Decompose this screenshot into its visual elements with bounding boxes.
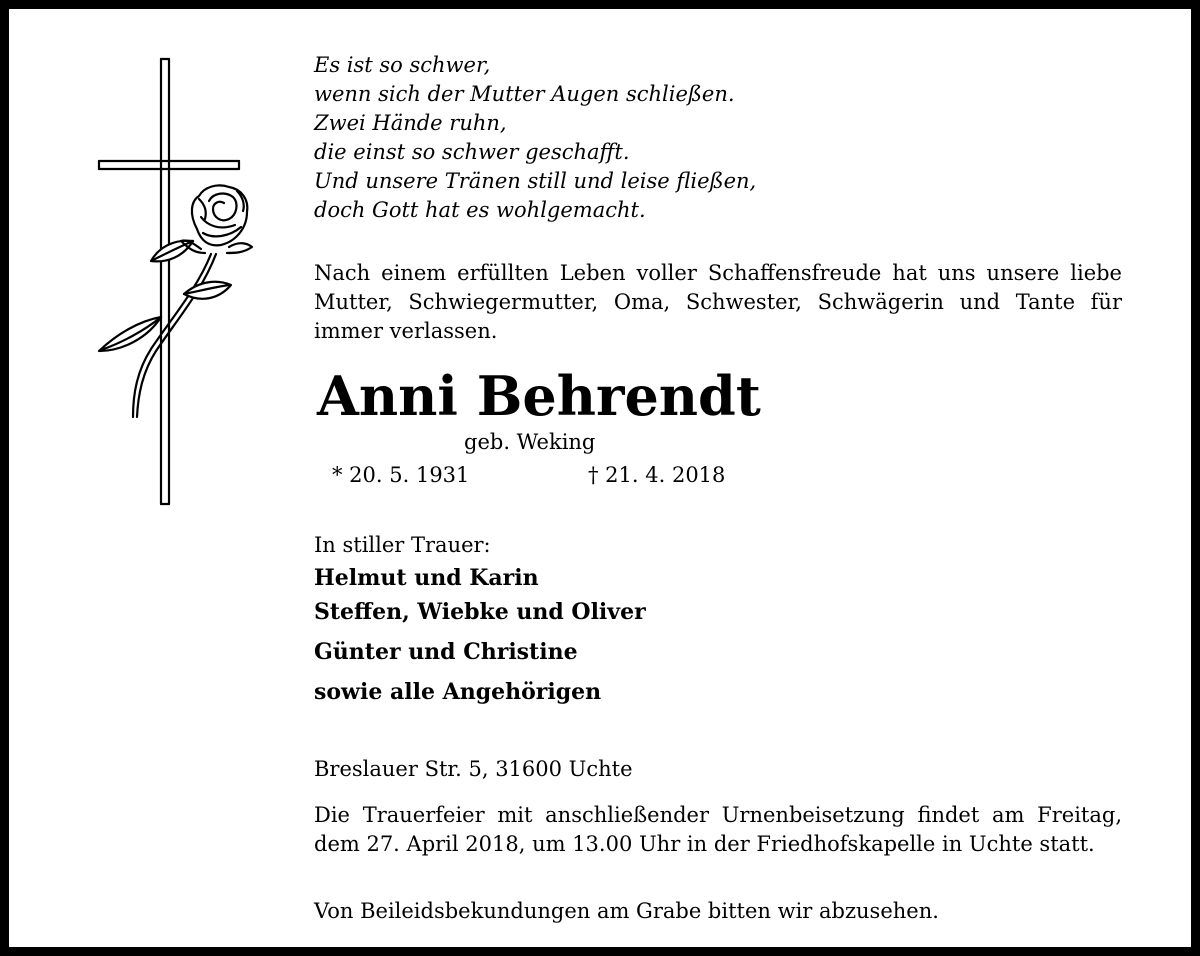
- mourner-name: Steffen, Wiebke und Oliver: [314, 599, 646, 625]
- poem-line: Es ist so schwer,: [314, 53, 491, 77]
- cross-with-rose-icon: [89, 49, 269, 519]
- death-date: † 21. 4. 2018: [588, 463, 726, 487]
- poem: [314, 51, 756, 225]
- maiden-name: geb. Weking: [464, 430, 596, 454]
- poem-line: die einst so schwer geschafft.: [314, 140, 630, 164]
- birth-date: * 20. 5. 1931: [332, 463, 470, 487]
- mourning-label: In stiller Trauer:: [314, 533, 491, 557]
- mourner-name: Günter und Christine: [314, 639, 578, 665]
- deceased-name: Anni Behrendt: [317, 364, 761, 428]
- poem-line: Und unsere Tränen still und leise fließen,: [314, 169, 757, 193]
- mourner-name: Helmut und Karin: [314, 565, 539, 591]
- mourner-name: sowie alle Angehörigen: [314, 679, 602, 705]
- funeral-service-text: Die Trauerfeier mit anschließender Urnenbeisetzung findet am Freitag, dem 27. April 2018, um 13.00 Uhr in der Friedhofskapelle in Uchte statt.: [314, 803, 1122, 856]
- address: Breslauer Str. 5, 31600 Uchte: [314, 757, 633, 781]
- poem-line: doch Gott hat es wohlgemacht.: [314, 198, 646, 222]
- intro-text: Nach einem erfüllten Leben voller Schaffensfreude hat uns unsere liebe Mutter, Schwiegermutter, Oma, Schwester, Schwägerin und Tante für immer verlassen.: [314, 261, 1122, 343]
- poem-line: wenn sich der Mutter Augen schließen.: [314, 82, 735, 106]
- poem-line: Zwei Hände ruhn,: [314, 111, 507, 135]
- condolence-request: Von Beileidsbekundungen am Grabe bitten wir abzusehen.: [314, 899, 939, 923]
